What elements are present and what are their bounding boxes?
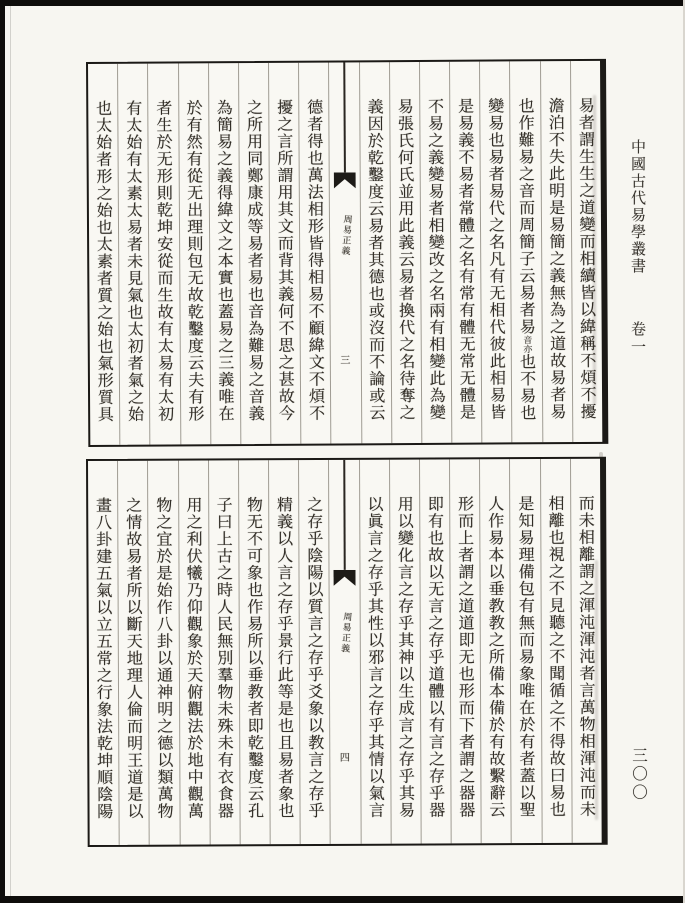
text-column <box>268 63 300 444</box>
text-column <box>449 62 481 443</box>
text-column <box>419 62 451 443</box>
text-column <box>117 64 149 445</box>
column-text: 物无不可象也作易所以垂教者即乾鑿度云孔 <box>244 496 265 820</box>
center-column-stem <box>343 62 345 172</box>
column-text: 畫八卦建五氣以立五常之行象法乾坤順陰陽 <box>93 496 114 820</box>
column-text: 形而上者謂之道道即无也形而下者謂之器器 <box>455 495 476 819</box>
scan-edge-top <box>0 0 685 6</box>
text-column <box>268 460 300 844</box>
text-column <box>147 461 179 845</box>
text-column <box>570 61 602 442</box>
page-number: 三〇〇 <box>630 747 648 803</box>
center-column <box>328 460 360 844</box>
text-column <box>449 459 481 843</box>
text-column <box>479 61 511 442</box>
text-column <box>540 459 572 843</box>
column-text: 德者得也萬法相形皆得相易不顧緯文不煩不 <box>304 98 326 422</box>
text-column <box>238 460 270 844</box>
scan-streak <box>10 6 11 896</box>
phonetic-note: 音亦 <box>521 335 532 354</box>
scan-speck <box>595 560 598 820</box>
column-text: 而未相離謂之渾沌渾沌者言萬物相渾沌而未 <box>576 494 597 818</box>
column-text: 擾之言所謂用其文而背其義何不思之甚故今 <box>274 98 296 422</box>
text-column <box>178 63 210 444</box>
column-text: 用之利伏犧乃仰觀象於天俯觀法於地中觀萬 <box>183 496 205 820</box>
column-text: 易者謂生生之道變而相續皆以緯稱不煩不擾 <box>576 96 598 421</box>
text-column <box>359 62 391 443</box>
column-text: 澹泊不失此明是易簡之義無為之道故易者易 <box>546 97 568 421</box>
scan-edge-bottom <box>0 896 685 903</box>
text-column <box>509 61 541 442</box>
volume-label: 卷一 <box>629 321 647 357</box>
column-text: 物之宜於是始作八卦以通神明之德以類萬物 <box>153 496 175 820</box>
text-column <box>147 63 179 444</box>
scan-edge-left <box>0 0 5 903</box>
text-block-lower <box>86 457 608 847</box>
column-text: 義因於乾鑿度云易者其德也或沒而不論或云 <box>365 98 386 422</box>
column-text: 為簡易之義得緯文之本實也蓋易之三義唯在 <box>214 99 236 423</box>
column-text: 即有也故以无言之存乎道體以有言之存乎器 <box>425 495 446 819</box>
column-text: 是知易理備包有無而易象唯在於有者蓋以聖 <box>515 495 537 819</box>
column-text: 用以變化言之存乎其神以生成言之存乎其易 <box>395 495 416 819</box>
center-column-folio: 三 <box>340 355 352 367</box>
column-text: 變易也易者易代之名凡有无相代彼此相易皆 <box>485 97 507 421</box>
column-text: 不易之義變易者相變改之名兩有相變此為變 <box>425 97 447 421</box>
scan-speck <box>593 95 596 405</box>
text-column <box>208 460 240 844</box>
column-text: 也作難易之音而周簡子云易者易 <box>515 97 537 336</box>
center-column-stem <box>343 460 345 570</box>
column-text: 者生於无形則乾坤安從而生故有太易有太初 <box>153 99 175 423</box>
column-text: 是易義不易者常體之名有常有體无常无體是 <box>455 97 477 421</box>
series-title: 中國古代易學叢書 <box>629 139 647 275</box>
text-column <box>88 461 119 845</box>
column-text: 精義以人言之存乎景行此等是也且易者象也 <box>274 496 295 820</box>
scan-speck <box>599 452 603 458</box>
center-column-title: 周易正義 <box>339 214 352 257</box>
text-column <box>117 461 149 845</box>
center-column-folio: 四 <box>339 752 351 764</box>
text-column <box>479 459 511 843</box>
center-column-title: 周易正義 <box>338 611 352 655</box>
text-column <box>298 460 330 844</box>
text-column <box>208 63 240 444</box>
column-text: 人作易本以垂教教之所備本備於有故繫辭云 <box>485 495 507 819</box>
text-column <box>359 460 391 844</box>
center-column <box>328 62 360 443</box>
text-column <box>389 62 421 443</box>
text-column <box>238 63 270 444</box>
column-text: 易張氏何氏並用此義云易者換代之名待奪之 <box>395 97 417 422</box>
column-text: 之情故易者所以斷天地理人倫而明王道是以 <box>123 496 144 820</box>
column-text: 有太始有太素太易者未見氣也太初者氣之始 <box>123 99 145 423</box>
column-text: 於有然有從无出理則包无故乾鑿度云夫有形 <box>183 99 205 423</box>
column-text: 也太始者形之始也太素者質之始也氣形質具 <box>93 99 115 423</box>
column-text: 相離也視之不見聽之不聞循之不得故曰易也 <box>545 494 567 818</box>
column-text: 以眞言之存乎其性以邪言之存乎其情以氣言 <box>364 495 386 819</box>
text-column <box>298 63 330 444</box>
fishtail-icon <box>334 570 356 586</box>
column-text: 之存乎陰陽以質言之存乎爻象以教言之存乎 <box>304 495 326 820</box>
column-text: 之所用同鄭康成等易者易也音為難易之音義 <box>244 98 266 423</box>
text-column <box>509 459 541 843</box>
column-text: 子曰上古之時人民無別羣物未殊未有衣食器 <box>214 496 235 820</box>
fishtail-icon <box>334 172 356 188</box>
text-column <box>178 460 210 844</box>
text-column <box>88 64 119 445</box>
text-column <box>419 459 451 843</box>
column-text: 也不易也 <box>517 353 537 422</box>
text-block-upper <box>86 59 608 447</box>
text-column <box>540 61 572 442</box>
text-column <box>389 460 421 844</box>
